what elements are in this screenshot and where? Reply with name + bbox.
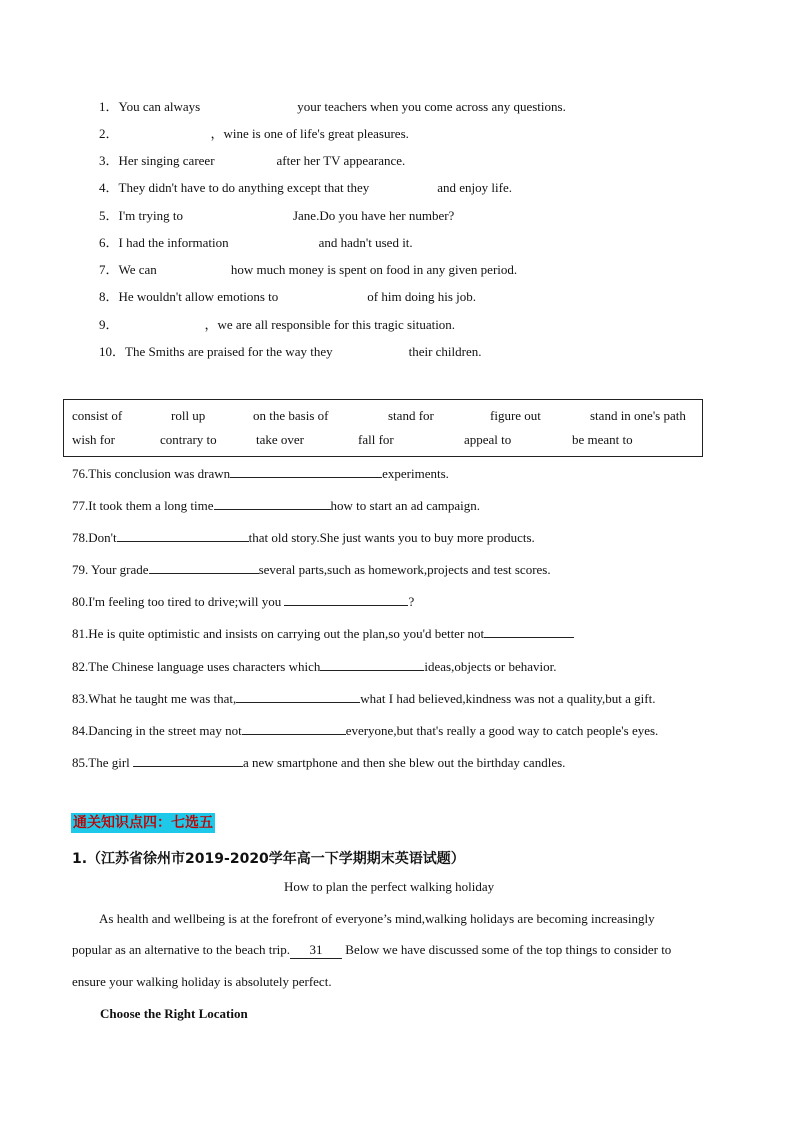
exercise-item-82 bbox=[72, 658, 557, 675]
item-text-before: 79. Your grade bbox=[72, 562, 149, 577]
answer-blank[interactable] bbox=[284, 593, 408, 606]
exercise-item-6 bbox=[99, 232, 413, 251]
item-text-after: their children. bbox=[408, 344, 482, 359]
item-text-before: He wouldn't allow emotions to bbox=[118, 289, 279, 304]
item-text-before: 80.I'm feeling too tired to drive;will you bbox=[72, 594, 285, 609]
exercise-item-84 bbox=[72, 722, 658, 739]
word-bank-phrase: take over bbox=[256, 432, 305, 447]
item-text-before: 78.Don't bbox=[72, 530, 117, 545]
item-text-after: and hadn't used it. bbox=[318, 235, 413, 250]
word-bank-phrase: appeal to bbox=[464, 432, 512, 447]
exercise-item-4 bbox=[99, 177, 512, 196]
exercise-item-78 bbox=[72, 529, 535, 546]
answer-blank[interactable] bbox=[133, 754, 243, 767]
exercise-item-9 bbox=[99, 314, 455, 333]
item-text-before: I'm trying to bbox=[118, 208, 183, 223]
exercise-item-79 bbox=[72, 561, 551, 578]
word-bank-phrase: consist of bbox=[72, 408, 123, 423]
passage-subheading: Choose the Right Location bbox=[100, 1006, 248, 1021]
passage-title: How to plan the perfect walking holiday bbox=[284, 879, 495, 894]
item-number: 6． bbox=[99, 235, 119, 250]
exercise-item-1 bbox=[99, 96, 566, 115]
exercise-item-3 bbox=[99, 150, 405, 169]
exercise-item-83 bbox=[72, 690, 655, 707]
exercise-item-81 bbox=[72, 625, 574, 642]
word-bank-phrase: stand for bbox=[388, 408, 434, 423]
question-source: 1.（江苏省徐州市2019-2020学年高一下学期期末英语试题） bbox=[72, 851, 465, 867]
item-text-after: experiments. bbox=[382, 466, 449, 481]
item-number: 7． bbox=[99, 262, 119, 277]
word-bank-phrase: on the basis of bbox=[253, 408, 329, 423]
item-text-after: that old story.She just wants you to buy more products. bbox=[248, 530, 535, 545]
exercise-item-85 bbox=[72, 754, 565, 771]
item-text-after: after her TV appearance. bbox=[276, 153, 406, 168]
answer-blank[interactable] bbox=[236, 690, 360, 703]
exercise-item-2 bbox=[99, 123, 409, 142]
item-text-after: ，wine is one of life's great pleasures. bbox=[210, 126, 409, 141]
item-text-before: They didn't have to do anything except that they bbox=[118, 180, 370, 195]
answer-blank[interactable] bbox=[320, 658, 424, 671]
exercise-item-10 bbox=[99, 341, 482, 360]
item-text-after: what I had believed,kindness was not a quality,but a gift. bbox=[360, 691, 656, 706]
word-bank-phrase: stand in one's path bbox=[590, 408, 686, 423]
item-number: 10． bbox=[99, 344, 126, 359]
item-text-before: We can bbox=[118, 262, 157, 277]
item-text-after: ，we are all responsible for this tragic situation. bbox=[204, 317, 456, 332]
item-text-after: of him doing his job. bbox=[367, 289, 476, 304]
answer-blank[interactable] bbox=[484, 625, 574, 638]
exercise-item-80 bbox=[72, 593, 414, 610]
item-text-after: ideas,objects or behavior. bbox=[424, 659, 557, 674]
item-text-after: Jane.Do you have her number? bbox=[292, 208, 455, 223]
word-bank-phrase: be meant to bbox=[572, 432, 633, 447]
item-text-before: 85.The girl bbox=[72, 755, 134, 770]
item-text-before: Her singing career bbox=[118, 153, 215, 168]
word-bank-phrase: wish for bbox=[72, 432, 115, 447]
item-text-before: You can always bbox=[118, 99, 201, 114]
passage-text: Below we have discussed some of the top things to consider to bbox=[342, 942, 672, 957]
passage-line-1: As health and wellbeing is at the forefront of everyone’s mind,walking holidays are becoming increasingly bbox=[99, 911, 655, 926]
word-bank-phrase: fall for bbox=[358, 432, 394, 447]
item-number: 1． bbox=[99, 99, 119, 114]
word-bank-phrase: contrary to bbox=[160, 432, 217, 447]
section-heading: 通关知识点四：七选五 bbox=[73, 815, 213, 831]
item-number: 8． bbox=[99, 289, 119, 304]
exercise-item-77 bbox=[72, 497, 480, 514]
passage-text: popular as an alternative to the beach trip. bbox=[72, 942, 291, 957]
item-text-after: everyone,but that's really a good way to catch people's eyes. bbox=[345, 723, 659, 738]
item-text-before: The Smiths are praised for the way they bbox=[125, 344, 333, 359]
word-bank-phrase: roll up bbox=[171, 408, 206, 423]
item-text-after: and enjoy life. bbox=[437, 180, 512, 195]
item-number: 2． bbox=[99, 126, 119, 141]
answer-blank[interactable] bbox=[230, 465, 382, 478]
item-text-before: 77.It took them a long time bbox=[72, 498, 214, 513]
answer-blank[interactable] bbox=[214, 497, 331, 510]
item-number: 3． bbox=[99, 153, 119, 168]
item-text-before: 83.What he taught me was that, bbox=[72, 691, 237, 706]
exercise-item-5 bbox=[99, 205, 454, 224]
item-text-before: 82.The Chinese language uses characters which bbox=[72, 659, 321, 674]
item-text-after: your teachers when you come across any questions. bbox=[297, 99, 566, 114]
item-number: 9． bbox=[99, 317, 119, 332]
item-text-before: 84.Dancing in the street may not bbox=[72, 723, 242, 738]
item-text-after: several parts,such as homework,projects and test scores. bbox=[258, 562, 551, 577]
word-bank-phrase: figure out bbox=[490, 408, 541, 423]
item-text-after: a new smartphone and then she blew out the birthday candles. bbox=[243, 755, 566, 770]
exercise-item-76 bbox=[72, 465, 449, 482]
item-text-before: I had the information bbox=[118, 235, 229, 250]
exercise-item-8 bbox=[99, 286, 476, 305]
exercise-item-7 bbox=[99, 259, 517, 278]
item-text-after: how to start an ad campaign. bbox=[330, 498, 481, 513]
answer-blank[interactable] bbox=[242, 722, 346, 735]
answer-blank[interactable] bbox=[149, 561, 259, 574]
answer-blank[interactable] bbox=[117, 529, 249, 542]
blank-31[interactable]: 31 bbox=[290, 942, 342, 959]
item-text-before: 76.This conclusion was drawn bbox=[72, 466, 231, 481]
item-text-before: 81.He is quite optimistic and insists on carrying out the plan,so you'd better not bbox=[72, 626, 485, 641]
item-number: 5． bbox=[99, 208, 119, 223]
item-number: 4． bbox=[99, 180, 119, 195]
item-text-after: how much money is spent on food in any given period. bbox=[230, 262, 518, 277]
word-bank-box bbox=[63, 399, 703, 457]
passage-line-2 bbox=[72, 942, 671, 959]
item-text-after: ? bbox=[408, 594, 415, 609]
passage-line-3: ensure your walking holiday is absolutely perfect. bbox=[72, 974, 332, 989]
